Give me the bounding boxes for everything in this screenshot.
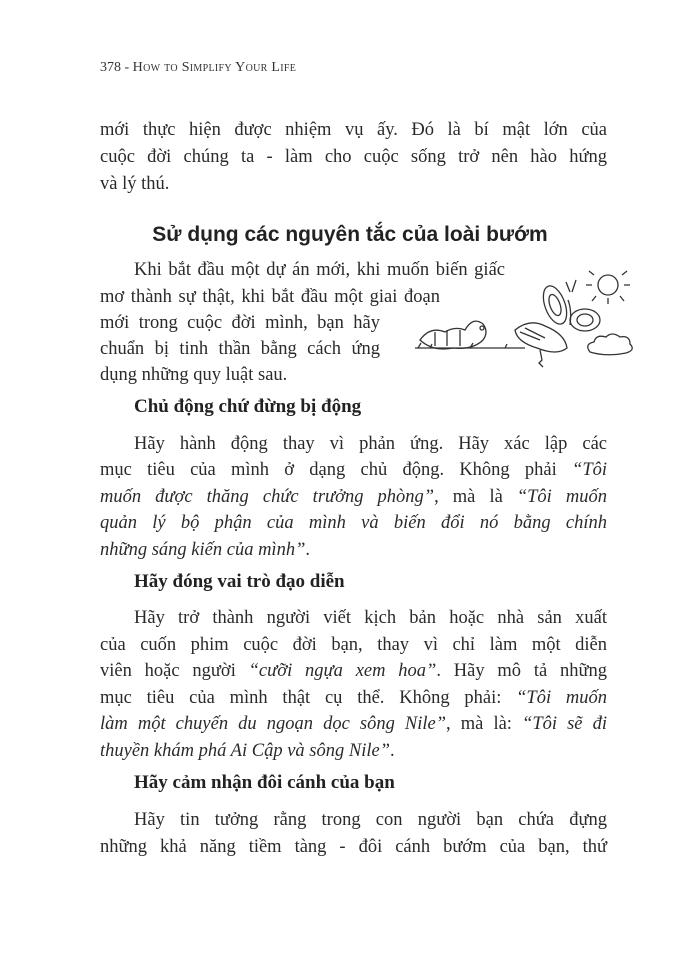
body-text: , mà là [434,487,517,507]
italic-quote-text: “Tôi muốn [516,688,608,708]
body-text: mới thực hiện được nhiệm vụ ấy. Đó là bí mật lớn của [100,120,607,140]
body-text: mục tiêu của mình thật cụ thể. Không phải: [100,688,517,708]
book-title: How to Simplify Your Life [132,60,297,75]
italic-quote-text: những sáng kiến của mình” [100,540,306,560]
body-text: . [305,540,310,560]
body-text: , mà là: [446,714,523,734]
caterpillar-icon [415,321,525,349]
butterfly-icon [539,280,600,331]
paragraph-line [100,117,607,143]
butterfly-caterpillar-illustration [410,270,640,380]
italic-quote-text: “Tôi [572,460,607,480]
paragraph-line [134,431,607,457]
subheading: Hãy cảm nhận đôi cánh của bạn [134,772,395,793]
paragraph-line [134,807,607,833]
body-text: và lý thú. [100,174,170,194]
cloud-icon [588,334,633,355]
paragraph-line [100,685,607,711]
paragraph-line [100,537,310,563]
body-text: Khi bắt đầu một dự án mới, khi muốn biến giấc [134,260,505,280]
paragraph-line [100,658,607,684]
paragraph-line [100,632,607,658]
body-text: mục tiêu của mình ở dạng chủ động. Không phải [100,460,573,480]
page-number: 378 [100,60,121,75]
paragraph-line [100,171,169,197]
body-text: . Hãy mô tả những [436,661,608,681]
running-header [100,60,296,76]
body-text: Hãy trở thành người viết kịch bản hoặc nhà sản xuất [134,608,607,628]
body-text: Hãy hành động thay vì phản ứng. Hãy xác lập các [134,434,607,454]
italic-quote-text: muốn được thăng chức trưởng phòng” [100,487,435,507]
paragraph-line [100,362,287,388]
body-text: mơ thành sự thật, khi bắt đầu một giai đoạn [100,287,440,307]
cocoon-icon [515,323,567,367]
paragraph-line [100,510,607,536]
paragraph-line [100,310,380,336]
italic-quote-text: thuyền khám phá Ai Cập và sông Nile” [100,741,390,761]
paragraph-line [100,484,607,510]
paragraph-line [100,336,380,362]
body-text: viên hoặc người [100,661,249,681]
subheading: Chủ động chứ đừng bị động [134,396,362,417]
paragraph-line [100,738,395,764]
paragraph-line [100,284,440,310]
body-text: những khả năng tiềm tàng - đôi cánh bướm của bạn, thứ [100,837,607,857]
italic-quote-text: làm một chuyến du ngoạn dọc sông Nile” [100,714,447,734]
header-separator: - [121,60,133,75]
paragraph-line [100,457,607,483]
body-text: mới trong cuộc đời mình, bạn hãy [100,313,380,333]
italic-quote-text: “Tôi sẽ đi [522,714,607,734]
body-text: . [389,741,395,761]
paragraph-line [100,144,607,170]
italic-quote-text: “cưỡi ngựa xem hoa” [248,661,437,681]
body-text: cuộc đời chúng ta - làm cho cuộc sống trở nên hào hứng [100,147,607,167]
section-title: Sử dụng các nguyên tắc của loài bướm [152,223,548,246]
paragraph-line [134,257,505,283]
body-text: Hãy tin tưởng rằng trong con người bạn chứa đựng [134,810,607,830]
italic-quote-text: “Tôi muốn [516,487,607,507]
paragraph-line [100,711,607,737]
body-text: dụng những quy luật sau. [100,365,288,385]
sun-icon [586,270,630,304]
paragraph-line [100,834,607,860]
italic-quote-text: quản lý bộ phận của mình và biến đổi nó bằng chính [100,513,607,533]
subheading: Hãy đóng vai trò đạo diễn [134,571,345,592]
body-text: của cuốn phim cuộc đời bạn, thay vì chỉ làm một diễn [100,635,607,655]
body-text: chuẩn bị tinh thần bằng cách ứng [100,339,380,359]
paragraph-line [134,605,607,631]
